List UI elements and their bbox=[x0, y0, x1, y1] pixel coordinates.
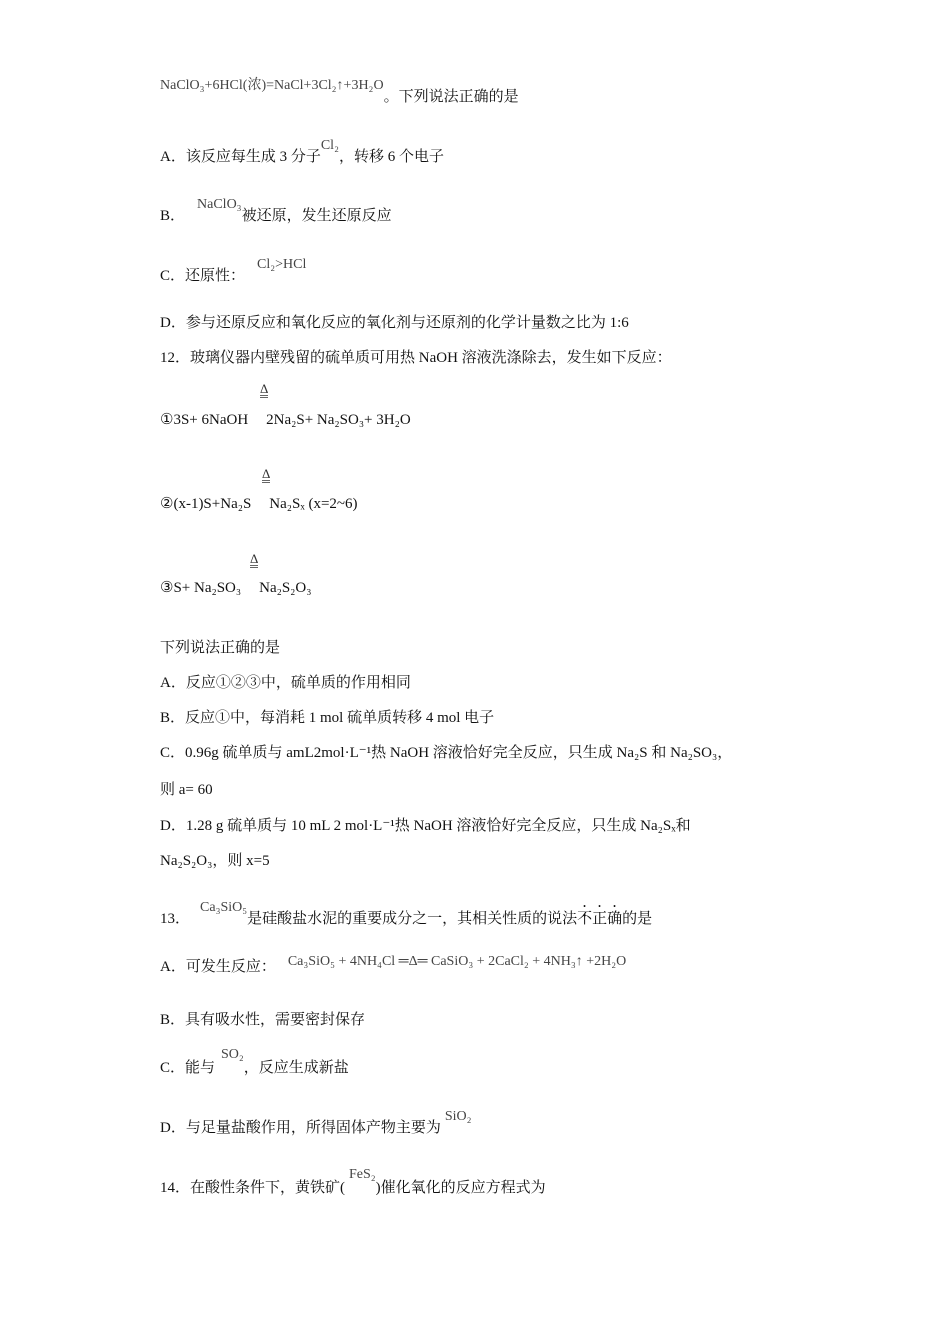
q12-stem: 12．玻璃仪器内壁残留的硫单质可用热 NaOH 溶液洗涤除去，发生如下反应： bbox=[160, 350, 672, 366]
q13-option-c bbox=[160, 1047, 349, 1078]
formula: Cl₂ bbox=[320, 138, 339, 153]
text: 14．在酸性条件下，黄铁矿( bbox=[160, 1180, 345, 1196]
q12-option-d: D．1.28 g 硫单质与 10 mL 2 mol·L⁻¹热 NaOH 溶液恰好完全反应，只生成 Na₂Sₓ和 bbox=[160, 818, 691, 834]
q14-stem bbox=[160, 1167, 546, 1198]
q13-option-a bbox=[160, 954, 627, 977]
text: )催化氧化的反应方程式为 bbox=[375, 1180, 546, 1196]
products: Na₂S₂O₃ bbox=[259, 580, 312, 596]
text: C．还原性： bbox=[160, 268, 246, 284]
text: 的是 bbox=[622, 911, 653, 927]
text: ，转移 6 个电子 bbox=[338, 149, 444, 165]
text: B． bbox=[160, 208, 186, 224]
q12-option-c: C．0.96g 硫单质与 amL2mol·L⁻¹热 NaOH 溶液恰好完全反应，只生成 Na₂S 和 Na₂SO₃， bbox=[160, 745, 733, 761]
formula: NaClO₃+6HCl(浓)=NaCl+3Cl₂↑+3H₂O bbox=[160, 78, 384, 93]
q11-equation bbox=[160, 76, 519, 105]
text: C．能与 bbox=[160, 1060, 216, 1076]
q11-option-a bbox=[160, 138, 444, 167]
reactants: ②(x-1)S+Na₂S bbox=[160, 496, 252, 512]
q13-option-d bbox=[160, 1109, 472, 1138]
q12-eq2 bbox=[160, 495, 358, 513]
products: 2Na₂S+ Na₂SO₃+ 3H₂O bbox=[266, 412, 411, 428]
formula: Ca₃SiO₅ bbox=[200, 900, 248, 915]
formula: FeS₂ bbox=[349, 1167, 376, 1182]
text: ，反应生成新盐 bbox=[243, 1060, 349, 1076]
heat-symbol: Δ bbox=[250, 551, 259, 566]
formula: NaClO₃ bbox=[197, 197, 242, 212]
formula: SiO₂ bbox=[444, 1109, 472, 1124]
q12-eq3 bbox=[160, 579, 311, 597]
q11-option-b bbox=[160, 197, 392, 226]
q12-option-d-cont: Na₂S₂O₃，则 x=5 bbox=[160, 853, 270, 869]
q11-option-d: D．参与还原反应和氧化反应的氧化剂与还原剂的化学计量数之比为 1:6 bbox=[160, 315, 629, 331]
q12-ask: 下列说法正确的是 bbox=[160, 640, 281, 656]
formula: SO₂ bbox=[221, 1047, 244, 1062]
text: 13． bbox=[160, 911, 191, 927]
q12-option-b: B．反应①中，每消耗 1 mol 硫单质转移 4 mol 电子 bbox=[160, 710, 495, 726]
emphasized-text: 不正确 bbox=[577, 911, 623, 927]
formula: Cl₂>HCl bbox=[257, 257, 307, 272]
heat-symbol: Δ bbox=[260, 381, 269, 396]
text: D．与足量盐酸作用，所得固体产物主要为 bbox=[160, 1120, 441, 1136]
text: A．该反应每生成 3 分子 bbox=[160, 149, 321, 165]
q11-stem: 。下列说法正确的是 bbox=[383, 89, 519, 105]
heat-symbol: Δ bbox=[262, 466, 271, 481]
products: Na₂Sₓ (x=2~6) bbox=[269, 496, 358, 512]
q12-option-a: A．反应①②③中，硫单质的作用相同 bbox=[160, 675, 411, 691]
q12-eq1 bbox=[160, 411, 411, 429]
q13-option-b: B．具有吸水性，需要密封保存 bbox=[160, 1012, 366, 1028]
q12-option-c-cont: 则 a= 60 bbox=[160, 782, 213, 798]
text: 是硅酸盐水泥的重要成分之一，其相关性质的说法 bbox=[247, 911, 578, 927]
reactants: ①3S+ 6NaOH bbox=[160, 412, 249, 428]
reactants: ③S+ Na₂SO₃ bbox=[160, 580, 242, 596]
formula: Ca₃SiO₅ + 4NH₄Cl ═Δ═ CaSiO₃ + 2CaCl₂ + 4NH₃↑ +2H₂O bbox=[287, 954, 627, 969]
text: 被还原，发生还原反应 bbox=[241, 208, 392, 224]
q13-stem bbox=[160, 902, 652, 929]
q11-option-c bbox=[160, 257, 307, 286]
text: A．可发生反应： bbox=[160, 959, 276, 975]
